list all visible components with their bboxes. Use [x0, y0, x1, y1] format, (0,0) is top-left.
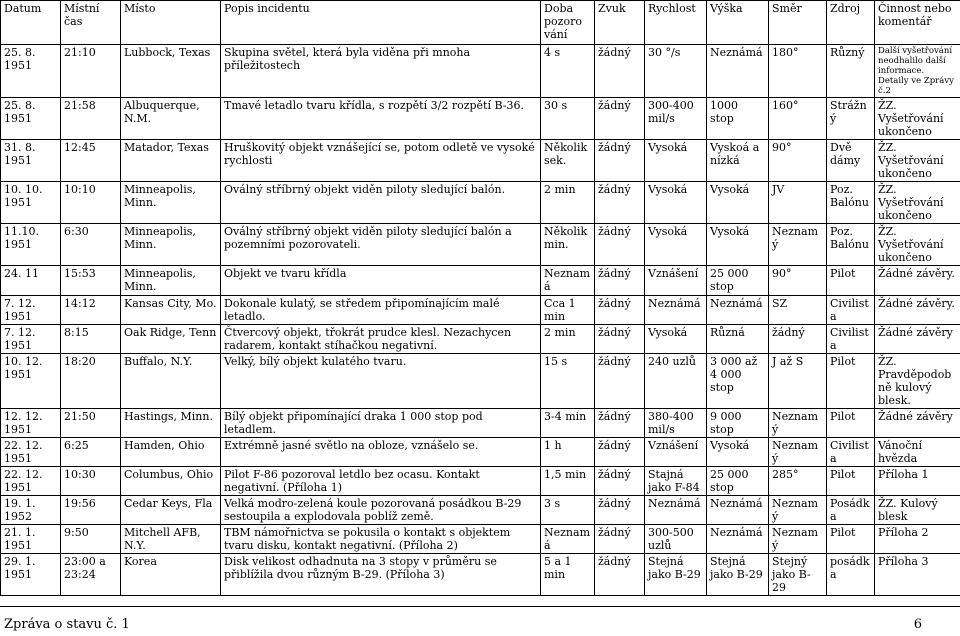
cell-place: Cedar Keys, Fla: [121, 496, 221, 525]
cell-duration: 1 h: [541, 438, 595, 467]
cell-place: Matador, Texas: [121, 140, 221, 182]
cell-sound: žádný: [595, 554, 645, 596]
cell-description: Velký, bílý objekt kulatého tvaru.: [221, 354, 541, 409]
cell-place: Korea: [121, 554, 221, 596]
cell-date: 29. 1. 1951: [1, 554, 61, 596]
cell-direction: J až S: [769, 354, 827, 409]
cell-action: Další vyšetřování neodhalilo další informace. Detaily ve Zprávy č.2: [875, 45, 960, 98]
cell-description: Skupina světel, která byla viděna při mnoha příležitostech: [221, 45, 541, 98]
cell-date: 22. 12. 1951: [1, 438, 61, 467]
cell-sound: žádný: [595, 325, 645, 354]
cell-time: 10:10: [61, 182, 121, 224]
cell-time: 9:50: [61, 525, 121, 554]
cell-source: Poz. Balónu: [827, 182, 875, 224]
cell-date: 10. 12. 1951: [1, 354, 61, 409]
cell-sound: žádný: [595, 438, 645, 467]
cell-place: Buffalo, N.Y.: [121, 354, 221, 409]
cell-time: 8:15: [61, 325, 121, 354]
table-row: [1, 496, 960, 525]
footer-divider: [0, 606, 960, 607]
cell-height: Vysoká: [707, 224, 769, 266]
cell-date: 7. 12. 1951: [1, 325, 61, 354]
cell-source: Civilista: [827, 438, 875, 467]
cell-speed: Stajná jako F-84: [645, 467, 707, 496]
cell-action: ŽZ. Pravděpodobně kulový blesk.: [875, 354, 960, 409]
cell-speed: Vysoká: [645, 182, 707, 224]
cell-height: Vyskoá a nízká: [707, 140, 769, 182]
cell-speed: Vznášení: [645, 266, 707, 296]
cell-time: 12:45: [61, 140, 121, 182]
table-row: [1, 266, 960, 296]
header-speed: Rychlost: [645, 1, 707, 45]
cell-sound: žádný: [595, 98, 645, 140]
cell-direction: 285°: [769, 467, 827, 496]
cell-sound: žádný: [595, 496, 645, 525]
cell-description: Čtvercový objekt, třokrát prudce klesl. Nezachycen radarem, kontakt stíhačkou negativní.: [221, 325, 541, 354]
cell-date: 25. 8. 1951: [1, 45, 61, 98]
cell-time: 19:56: [61, 496, 121, 525]
cell-height: 9 000 stop: [707, 409, 769, 438]
cell-source: Pilot: [827, 409, 875, 438]
cell-height: 3 000 až 4 000 stop: [707, 354, 769, 409]
cell-speed: 30 °/s: [645, 45, 707, 98]
header-date: Datum: [1, 1, 61, 45]
cell-place: Mitchell AFB, N.Y.: [121, 525, 221, 554]
table-row: [1, 438, 960, 467]
table-row: [1, 354, 960, 409]
cell-time: 6:30: [61, 224, 121, 266]
cell-description: Oválný stříbrný objekt viděn piloty sledující balón.: [221, 182, 541, 224]
cell-action: Příloha 3: [875, 554, 960, 596]
cell-speed: 240 uzlů: [645, 354, 707, 409]
cell-sound: žádný: [595, 354, 645, 409]
cell-sound: žádný: [595, 140, 645, 182]
cell-time: 14:12: [61, 296, 121, 325]
cell-duration: 2 min: [541, 182, 595, 224]
cell-description: Objekt ve tvaru křídla: [221, 266, 541, 296]
cell-date: 19. 1. 1952: [1, 496, 61, 525]
cell-duration: Neznamá: [541, 525, 595, 554]
cell-height: 25 000 stop: [707, 266, 769, 296]
cell-direction: žádný: [769, 325, 827, 354]
cell-sound: žádný: [595, 525, 645, 554]
cell-source: Pilot: [827, 354, 875, 409]
table-row: [1, 98, 960, 140]
cell-place: Hastings, Minn.: [121, 409, 221, 438]
cell-date: 22. 12. 1951: [1, 467, 61, 496]
cell-place: Kansas City, Mo.: [121, 296, 221, 325]
cell-duration: 15 s: [541, 354, 595, 409]
cell-height: 25 000 stop: [707, 467, 769, 496]
header-description: Popis incidentu: [221, 1, 541, 45]
cell-duration: 2 min: [541, 325, 595, 354]
header-duration: Doba pozoro vání: [541, 1, 595, 45]
cell-height: Různá: [707, 325, 769, 354]
cell-duration: 1,5 min: [541, 467, 595, 496]
cell-height: Vysoká: [707, 438, 769, 467]
cell-direction: SZ: [769, 296, 827, 325]
cell-sound: žádný: [595, 467, 645, 496]
cell-duration: 5 a 1 min: [541, 554, 595, 596]
cell-speed: Neznámá: [645, 496, 707, 525]
cell-direction: 160°: [769, 98, 827, 140]
cell-speed: Vysoká: [645, 325, 707, 354]
table-row: [1, 140, 960, 182]
header-place: Místo: [121, 1, 221, 45]
cell-action: Žádné závěry: [875, 325, 960, 354]
cell-source: Pilot: [827, 266, 875, 296]
cell-place: Lubbock, Texas: [121, 45, 221, 98]
header-height: Výška: [707, 1, 769, 45]
cell-source: Pilot: [827, 525, 875, 554]
cell-description: Disk velikost odhadnuta na 3 stopy v průměru se přiblížila dvou různým B-29. (Příloha 3): [221, 554, 541, 596]
cell-height: Neznámá: [707, 525, 769, 554]
cell-date: 7. 12. 1951: [1, 296, 61, 325]
cell-date: 31. 8. 1951: [1, 140, 61, 182]
cell-direction: JV: [769, 182, 827, 224]
cell-action: ŽZ. Kulový blesk: [875, 496, 960, 525]
cell-duration: Několik sek.: [541, 140, 595, 182]
cell-place: Hamden, Ohio: [121, 438, 221, 467]
cell-sound: žádný: [595, 409, 645, 438]
cell-place: Columbus, Ohio: [121, 467, 221, 496]
cell-sound: žádný: [595, 296, 645, 325]
cell-direction: Stejný jako B-29: [769, 554, 827, 596]
cell-speed: 380-400 mil/s: [645, 409, 707, 438]
cell-duration: 4 s: [541, 45, 595, 98]
cell-sound: žádný: [595, 224, 645, 266]
cell-action: Žádné závěry: [875, 409, 960, 438]
cell-direction: 90°: [769, 266, 827, 296]
cell-source: Civilista: [827, 296, 875, 325]
cell-sound: žádný: [595, 266, 645, 296]
cell-height: Neznámá: [707, 296, 769, 325]
table-row: [1, 467, 960, 496]
cell-source: Civilista: [827, 325, 875, 354]
cell-description: Pilot F-86 pozoroval letdlo bez ocasu. Kontakt negativní. (Příloha 1): [221, 467, 541, 496]
cell-source: posádka: [827, 554, 875, 596]
cell-speed: Vznášení: [645, 438, 707, 467]
cell-time: 21:58: [61, 98, 121, 140]
cell-description: Velká modro-zelená koule pozorovaná posádkou B-29 sestoupila a explodovala poblíž země.: [221, 496, 541, 525]
cell-duration: Několik min.: [541, 224, 595, 266]
cell-place: Albuquerque, N.M.: [121, 98, 221, 140]
cell-description: Bílý objekt připomínající draka 1 000 stop pod letadlem.: [221, 409, 541, 438]
page-number: 6: [913, 617, 922, 632]
cell-speed: 300-400 mil/s: [645, 98, 707, 140]
cell-height: 1000 stop: [707, 98, 769, 140]
cell-speed: Stejná jako B-29: [645, 554, 707, 596]
cell-direction: Neznamý: [769, 224, 827, 266]
cell-source: Různý: [827, 45, 875, 98]
footer-title: Zpráva o stavu č. 1: [4, 617, 130, 632]
cell-description: Oválný stříbrný objekt viděn piloty sledující balón a pozemními pozorovateli.: [221, 224, 541, 266]
cell-action: ŽZ. Vyšetřování ukončeno: [875, 224, 960, 266]
cell-action: ŽZ. Vyšetřování ukončeno: [875, 98, 960, 140]
table-row: [1, 525, 960, 554]
cell-action: Žádné závěry.: [875, 296, 960, 325]
table-row: [1, 224, 960, 266]
cell-height: Neznámá: [707, 45, 769, 98]
cell-time: 6:25: [61, 438, 121, 467]
cell-time: 10:30: [61, 467, 121, 496]
cell-sound: žádný: [595, 182, 645, 224]
cell-description: Tmavé letadlo tvaru křídla, s rozpětí 3/2 rozpětí B-36.: [221, 98, 541, 140]
header-source: Zdroj: [827, 1, 875, 45]
header-direction: Směr: [769, 1, 827, 45]
cell-speed: 300-500 uzlů: [645, 525, 707, 554]
cell-description: Hruškovitý objekt vznášející se, potom odletě ve vysoké rychlosti: [221, 140, 541, 182]
cell-duration: Neznamá: [541, 266, 595, 296]
cell-place: Minneapolis, Minn.: [121, 182, 221, 224]
cell-time: 15:53: [61, 266, 121, 296]
cell-action: Příloha 2: [875, 525, 960, 554]
table-row: [1, 45, 960, 98]
cell-source: Strážný: [827, 98, 875, 140]
cell-duration: 3-4 min: [541, 409, 595, 438]
cell-date: 12. 12. 1951: [1, 409, 61, 438]
cell-sound: žádný: [595, 45, 645, 98]
cell-source: Poz. Balónu: [827, 224, 875, 266]
cell-description: Dokonale kulatý, se středem připomínajícím malé letadlo.: [221, 296, 541, 325]
cell-source: Dvě dámy: [827, 140, 875, 182]
cell-description: TBM námořnictva se pokusila o kontakt s objektem tvaru disku, kontakt negativní. (Příloha 2): [221, 525, 541, 554]
cell-source: Posádka: [827, 496, 875, 525]
cell-date: 11.10. 1951: [1, 224, 61, 266]
table-header-row: [1, 1, 960, 45]
table-row: [1, 182, 960, 224]
cell-action: ŽZ. Vyšetřování ukončeno: [875, 182, 960, 224]
cell-direction: Neznamý: [769, 496, 827, 525]
cell-height: Neznámá: [707, 496, 769, 525]
cell-time: 23:00 a 23:24: [61, 554, 121, 596]
cell-source: Pilot: [827, 467, 875, 496]
table-row: [1, 325, 960, 354]
cell-date: 25. 8. 1951: [1, 98, 61, 140]
header-action: Činnost nebo komentář: [875, 1, 960, 45]
cell-height: Stejná jako B-29: [707, 554, 769, 596]
table-row: [1, 554, 960, 596]
cell-speed: Vysoká: [645, 224, 707, 266]
cell-direction: Neznamý: [769, 525, 827, 554]
cell-description: Extrémně jasné světlo na obloze, vznášelo se.: [221, 438, 541, 467]
cell-date: 10. 10. 1951: [1, 182, 61, 224]
cell-speed: Neznámá: [645, 296, 707, 325]
cell-direction: Neznamý: [769, 438, 827, 467]
cell-date: 21. 1. 1951: [1, 525, 61, 554]
cell-date: 24. 11: [1, 266, 61, 296]
cell-direction: 90°: [769, 140, 827, 182]
table-row: [1, 296, 960, 325]
header-sound: Zvuk: [595, 1, 645, 45]
cell-time: 21:10: [61, 45, 121, 98]
cell-action: Vánoční hvězda: [875, 438, 960, 467]
cell-place: Minneapolis, Minn.: [121, 266, 221, 296]
cell-duration: Cca 1 min: [541, 296, 595, 325]
table-body: [1, 45, 960, 596]
cell-direction: Neznamý: [769, 409, 827, 438]
cell-action: Žádné závěry.: [875, 266, 960, 296]
cell-place: Oak Ridge, Tenn: [121, 325, 221, 354]
cell-time: 21:50: [61, 409, 121, 438]
cell-duration: 30 s: [541, 98, 595, 140]
cell-height: Vysoká: [707, 182, 769, 224]
cell-action: Příloha 1: [875, 467, 960, 496]
cell-direction: 180°: [769, 45, 827, 98]
header-time: Místní čas: [61, 1, 121, 45]
cell-speed: Vysoká: [645, 140, 707, 182]
cell-action: ŽZ. Vyšetřování ukončeno: [875, 140, 960, 182]
cell-duration: 3 s: [541, 496, 595, 525]
table-row: [1, 409, 960, 438]
cell-time: 18:20: [61, 354, 121, 409]
cell-place: Minneapolis, Minn.: [121, 224, 221, 266]
